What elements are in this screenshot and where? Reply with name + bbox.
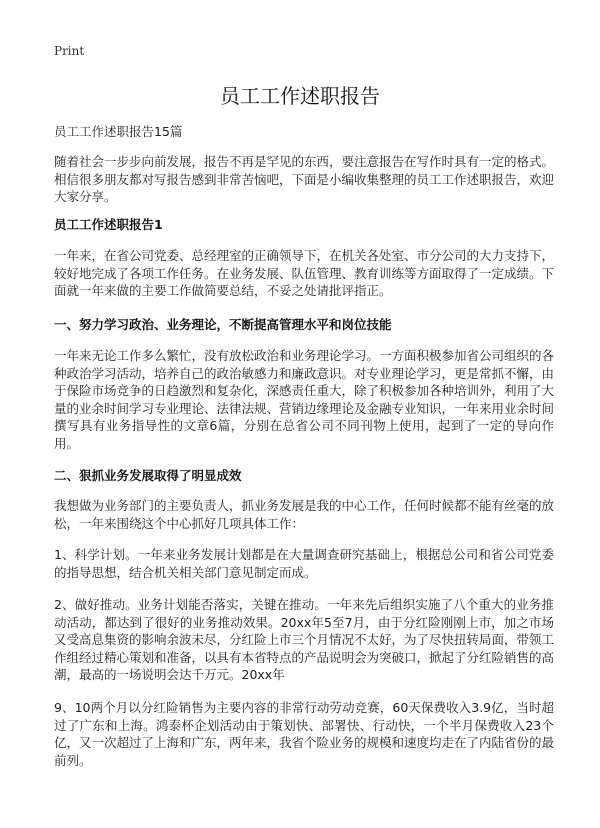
page-title: 员工工作述职报告 bbox=[220, 84, 380, 108]
report-intro-paragraph: 一年来，在省公司党委、总经理室的正确领导下，在机关各处室、市分公司的大力支持下，较好地完成了各项工作任务。在业务发展、队伍管理、教育训练等方面取得了一定成绩。下面就一年来做的主要工作做简要总结，不妥之处请批评指正。 bbox=[54, 248, 555, 298]
item2-paragraph: 2、做好推动。业务计划能否落实，关键在推动。一年来先后组织实施了八个重大的业务推动活动，都达到了很好的业务推动效果。20xx年5至7月，由于分红险刚刚上市，加之市场又受高息集资的影响余波未尽，分红险上市三个月情况不太好，为了尽快扭转局面，带领工作组经过精心策划和准备，以具有本省特点的产品说明会为突破口，掀起了分红险销售的高潮，最高的一场说明会达千万元。20xx年 bbox=[54, 597, 555, 682]
report-heading: 员工工作述职报告1 bbox=[54, 217, 163, 232]
document-subtitle: 员工工作述职报告15篇 bbox=[54, 124, 183, 139]
section1-heading: 一、努力学习政治、业务理论，不断提高管理水平和岗位技能 bbox=[54, 317, 392, 332]
print-link[interactable]: Print bbox=[54, 44, 85, 58]
section1-paragraph: 一年来无论工作多么繁忙，没有放松政治和业务理论学习。一方面积极参加省公司组织的各种政治学习活动，培养自己的政治敏感力和廉政意识。对专业理论学习，更是常抓不懈，由于保险市场竞争的日趋激烈和复杂化，深感责任重大，除了积极参加各种培训外，利用了大量的业余时间学习专业理论、法律法规、营销边缘理论及金融专业知识，一年来用业余时间撰写具有业务指导性的文章6篇，分别在总省公司不同刊物上使用，起到了一定的导向作用。 bbox=[54, 348, 555, 451]
item9-paragraph: 9、10两个月以分红险销售为主要内容的非常行动劳动竞赛，60天保费收入3.9亿，当时超过了广东和上海。鸿泰杯企划活动由于策划快、部署快、行动快，一个半月保费收入23个亿，又一次超过了上海和广东，两年来，我省个险业务的规模和速度均走在了内陆省份的最前列。 bbox=[54, 700, 555, 768]
item1-paragraph: 1、科学计划。一年来业务发展计划都是在大量调查研究基础上，根据总公司和省公司党委的指导思想，结合机关相关部门意见制定而成。 bbox=[54, 547, 554, 580]
intro-paragraph: 随着社会一步步向前发展，报告不再是罕见的东西，要注意报告在写作时具有一定的格式。相信很多朋友都对写报告感到非常苦恼吧，下面是小编收集整理的员工工作述职报告，欢迎大家分享。 bbox=[54, 154, 555, 204]
section2-heading: 二、狠抓业务发展取得了明显成效 bbox=[54, 468, 242, 483]
section2-intro-paragraph: 我想做为业务部门的主要负责人，抓业务发展是我的中心工作，任何时候都不能有丝毫的放松，一年来围绕这个中心抓好几项具体工作： bbox=[54, 498, 555, 531]
